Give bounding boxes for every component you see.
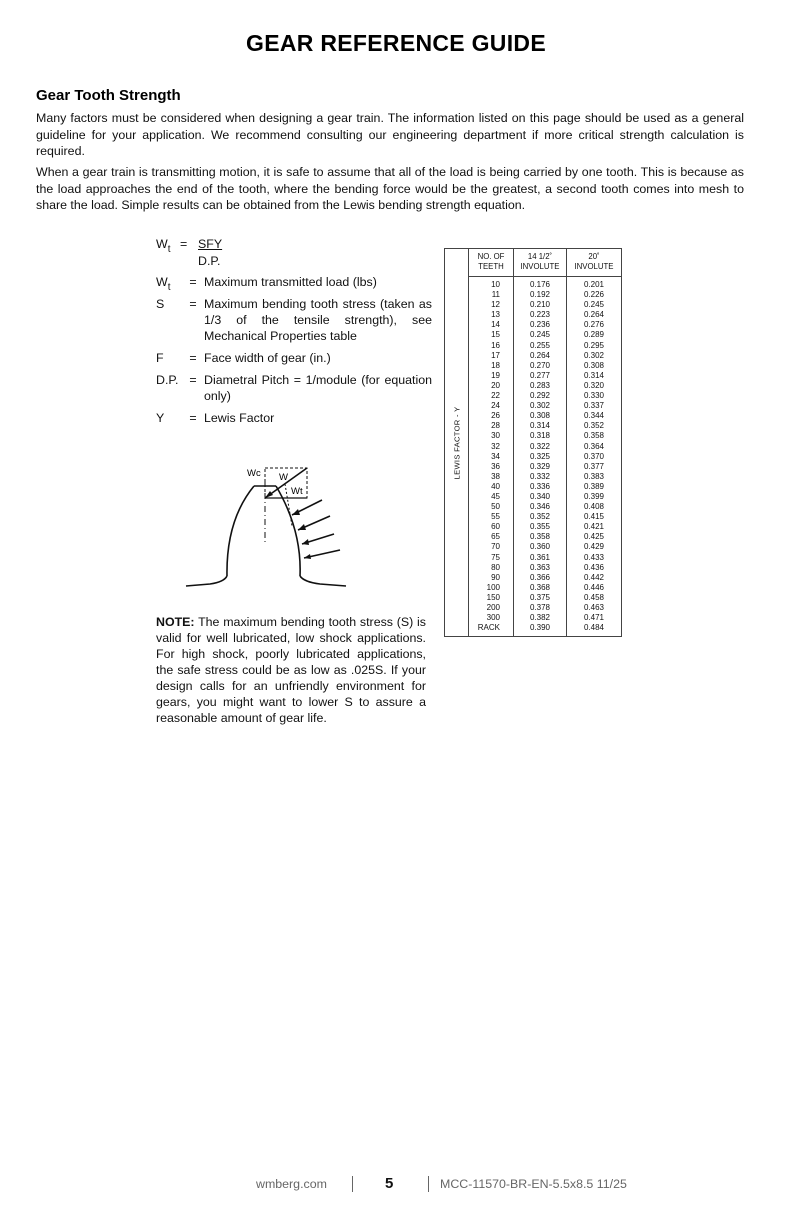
involute-14-cell: 0.375	[529, 592, 551, 602]
formula-numerator: SFY	[198, 237, 223, 251]
involute-20-cell: 0.245	[583, 300, 605, 310]
involute-20-cell: 0.302	[583, 350, 605, 360]
teeth-cell: 70	[491, 542, 500, 552]
teeth-cell: 65	[491, 532, 500, 542]
teeth-cell: 11	[491, 290, 500, 300]
involute-14-cell: 0.382	[529, 613, 551, 623]
involute-20-cell: 0.383	[583, 471, 605, 481]
involute-14-cell: 0.322	[529, 441, 551, 451]
teeth-cell: 28	[491, 421, 500, 431]
definition-symbol: D.P.	[156, 373, 179, 387]
formula-definition-row	[156, 372, 436, 404]
diagram-label-wc: Wc	[247, 468, 261, 479]
teeth-column	[469, 249, 514, 636]
involute-14-cell: 0.176	[529, 280, 551, 289]
definition-text: Face width of gear (in.)	[204, 351, 331, 365]
teeth-cell: 75	[491, 552, 500, 562]
involute-14-column-header: 14 1/2˚ INVOLUTE	[514, 249, 566, 277]
formula-definition-row	[156, 410, 436, 426]
involute-14-cell: 0.302	[529, 401, 551, 411]
involute-20-cell: 0.425	[583, 532, 605, 542]
involute-14-cell: 0.308	[529, 411, 551, 421]
note-label: NOTE:	[156, 615, 195, 629]
teeth-cell: 80	[491, 562, 500, 572]
involute-14-cell: 0.340	[529, 491, 551, 501]
lewis-table-side-column	[445, 249, 469, 636]
teeth-cell: 36	[491, 461, 500, 471]
involute-20-cell: 0.377	[583, 461, 605, 471]
involute-14-cell: 0.270	[529, 360, 551, 370]
involute-14-cell: 0.363	[529, 562, 551, 572]
teeth-cell: RACK	[477, 623, 500, 633]
note-text: The maximum bending tooth stress (S) is valid for well lubricated, low shock applications. For high shock, poorly lubricated applications, the safe stress could be as low as .025S. If your design calls for an unfriendly environment for gears, you might want to lower S to assure a reasonable amount of gear life.	[156, 615, 426, 725]
definition-text: Lewis Factor	[204, 411, 275, 425]
note-paragraph	[156, 614, 426, 726]
definition-symbol: S	[156, 297, 165, 311]
involute-20-cell: 0.308	[583, 360, 605, 370]
involute-20-cell: 0.436	[583, 562, 605, 572]
involute-20-cell: 0.344	[583, 411, 605, 421]
involute-14-cell: 0.245	[529, 330, 551, 340]
footer-website[interactable]: wmberg.com	[256, 1177, 327, 1191]
involute-20-cell: 0.364	[583, 441, 605, 451]
definition-symbol: Y	[156, 411, 165, 425]
involute-14-cell: 0.223	[529, 310, 551, 320]
page-footer	[0, 1176, 792, 1196]
involute-14-cell: 0.318	[529, 431, 551, 441]
formula-equals: =	[180, 237, 188, 251]
involute-20-cell: 0.358	[583, 431, 605, 441]
teeth-column-header: NO. OF TEETH	[469, 249, 513, 277]
teeth-cell: 19	[491, 370, 500, 380]
involute-14-cell: 0.366	[529, 572, 551, 582]
teeth-cell: 200	[486, 603, 500, 612]
involute-14-cell: 0.277	[529, 370, 551, 380]
teeth-cell: 20	[491, 380, 500, 390]
involute-14-cell: 0.210	[529, 300, 551, 310]
involute-20-cell: 0.370	[583, 451, 605, 461]
formula-definition-row	[156, 350, 436, 366]
formula-denominator: D.P.	[198, 254, 221, 268]
teeth-cell: 40	[491, 481, 500, 491]
involute-14-cell: 0.360	[529, 542, 551, 552]
teeth-cell: 22	[491, 391, 500, 401]
involute-14-cell: 0.192	[529, 290, 551, 300]
teeth-cell: 24	[491, 401, 500, 411]
involute-14-cell: 0.236	[529, 320, 551, 330]
footer-divider	[352, 1176, 353, 1192]
definition-equals: =	[189, 351, 197, 365]
page-title: GEAR REFERENCE GUIDE	[246, 30, 546, 56]
definition-equals: =	[189, 275, 197, 289]
intro-paragraph: Many factors must be considered when designing a gear train. The information listed on this page should be used as a general guideline for your application. We recommend consulting our engineering department if more critical strength calculation is required.	[36, 111, 744, 159]
involute-20-cell: 0.320	[583, 380, 605, 390]
formula-definition-row	[156, 274, 436, 293]
lewis-table-side-label: LEWIS FACTOR - Y	[452, 406, 462, 480]
teeth-cell: 50	[491, 502, 500, 512]
section-heading: Gear Tooth Strength	[36, 87, 181, 104]
involute-20-cell: 0.458	[583, 592, 605, 602]
teeth-cell: 55	[491, 512, 500, 522]
involute-14-cell: 0.329	[529, 461, 551, 471]
definition-equals: =	[189, 411, 197, 425]
involute-20-cell: 0.415	[583, 512, 605, 522]
definition-symbol: $W_t$	[156, 275, 171, 293]
involute-20-cell: 0.337	[583, 401, 605, 411]
teeth-cell: 300	[486, 613, 500, 623]
teeth-cell: 38	[491, 471, 500, 481]
definition-symbol: F	[156, 351, 164, 365]
involute-20-cell: 0.264	[583, 310, 605, 320]
involute-20-cell: 0.429	[583, 542, 605, 552]
diagram-label-w: W	[279, 472, 288, 483]
teeth-cell: 60	[491, 522, 500, 532]
involute-20-cell: 0.295	[583, 340, 605, 350]
involute-20-column	[567, 249, 621, 636]
involute-14-column	[514, 249, 567, 636]
involute-20-cell: 0.226	[583, 290, 605, 300]
involute-20-cell: 0.433	[583, 552, 605, 562]
teeth-cell: 15	[491, 330, 500, 340]
involute-20-column-header: 20˚ INVOLUTE	[567, 249, 621, 277]
involute-20-cell: 0.201	[583, 280, 605, 289]
teeth-cell: 12	[491, 300, 500, 310]
involute-14-cell: 0.314	[529, 421, 551, 431]
teeth-cell: 18	[491, 360, 500, 370]
lewis-factor-table	[444, 248, 622, 637]
definition-text: Diametral Pitch = 1/module (for equation only)	[204, 373, 432, 403]
involute-14-cell: 0.361	[529, 552, 551, 562]
involute-20-cell: 0.399	[583, 491, 605, 501]
formula-definition-row	[156, 296, 436, 344]
involute-14-cell: 0.336	[529, 481, 551, 491]
involute-14-cell: 0.390	[529, 623, 551, 633]
involute-14-cell: 0.264	[529, 350, 551, 360]
teeth-cell: 150	[486, 592, 500, 602]
footer-divider	[428, 1176, 429, 1192]
involute-20-cell: 0.352	[583, 421, 605, 431]
formula-lhs: $W_t$	[156, 237, 171, 255]
teeth-cell: 17	[491, 350, 500, 360]
involute-20-cell: 0.446	[583, 582, 605, 592]
involute-14-cell: 0.355	[529, 522, 551, 532]
involute-14-cell: 0.358	[529, 532, 551, 542]
teeth-cell: 13	[491, 310, 500, 320]
involute-20-cell: 0.289	[583, 330, 605, 340]
involute-14-cell: 0.346	[529, 502, 551, 512]
involute-14-cell: 0.352	[529, 512, 551, 522]
teeth-cell: 10	[491, 280, 500, 289]
involute-14-cell: 0.378	[529, 603, 551, 612]
involute-14-cell: 0.325	[529, 451, 551, 461]
teeth-cell: 16	[491, 340, 500, 350]
teeth-cell: 32	[491, 441, 500, 451]
involute-20-cell: 0.442	[583, 572, 605, 582]
teeth-cell: 30	[491, 431, 500, 441]
involute-20-cell: 0.421	[583, 522, 605, 532]
involute-20-cell: 0.408	[583, 502, 605, 512]
footer-document-code: MCC-11570-BR-EN-5.5x8.5 11/25	[440, 1177, 627, 1191]
involute-14-cell: 0.255	[529, 340, 551, 350]
involute-20-cell: 0.389	[583, 481, 605, 491]
definition-equals: =	[189, 373, 197, 387]
definition-text: Maximum bending tooth stress (taken as 1/3 of the tensile strength), see Mechanical Properties table	[204, 297, 432, 343]
teeth-cell: 34	[491, 451, 500, 461]
involute-20-cell: 0.314	[583, 370, 605, 380]
involute-14-cell: 0.283	[529, 380, 551, 390]
involute-20-cell: 0.484	[583, 623, 605, 633]
diagram-label-wt: Wt	[291, 486, 303, 497]
teeth-cell: 14	[491, 320, 500, 330]
involute-20-cell: 0.330	[583, 391, 605, 401]
teeth-cell: 45	[491, 491, 500, 501]
involute-20-cell: 0.463	[583, 603, 605, 612]
involute-14-cell: 0.368	[529, 582, 551, 592]
involute-20-cell: 0.471	[583, 613, 605, 623]
definition-text: Maximum transmitted load (lbs)	[204, 275, 377, 289]
page-number: 5	[385, 1175, 394, 1192]
teeth-cell: 26	[491, 411, 500, 421]
teeth-cell: 90	[491, 572, 500, 582]
involute-14-cell: 0.292	[529, 391, 551, 401]
involute-14-cell: 0.332	[529, 471, 551, 481]
load-paragraph: When a gear train is transmitting motion, it is safe to assume that all of the load is being carried by one tooth. This is because as the load approaches the end of the tooth, where the bending force would be the greatest, a second tooth comes into mesh to share the load. Simple results can be obtained from the Lewis bending strength equation.	[36, 165, 744, 213]
definition-equals: =	[189, 297, 197, 311]
gear-tooth-diagram	[180, 460, 350, 595]
involute-20-cell: 0.276	[583, 320, 605, 330]
teeth-cell: 100	[486, 582, 500, 592]
